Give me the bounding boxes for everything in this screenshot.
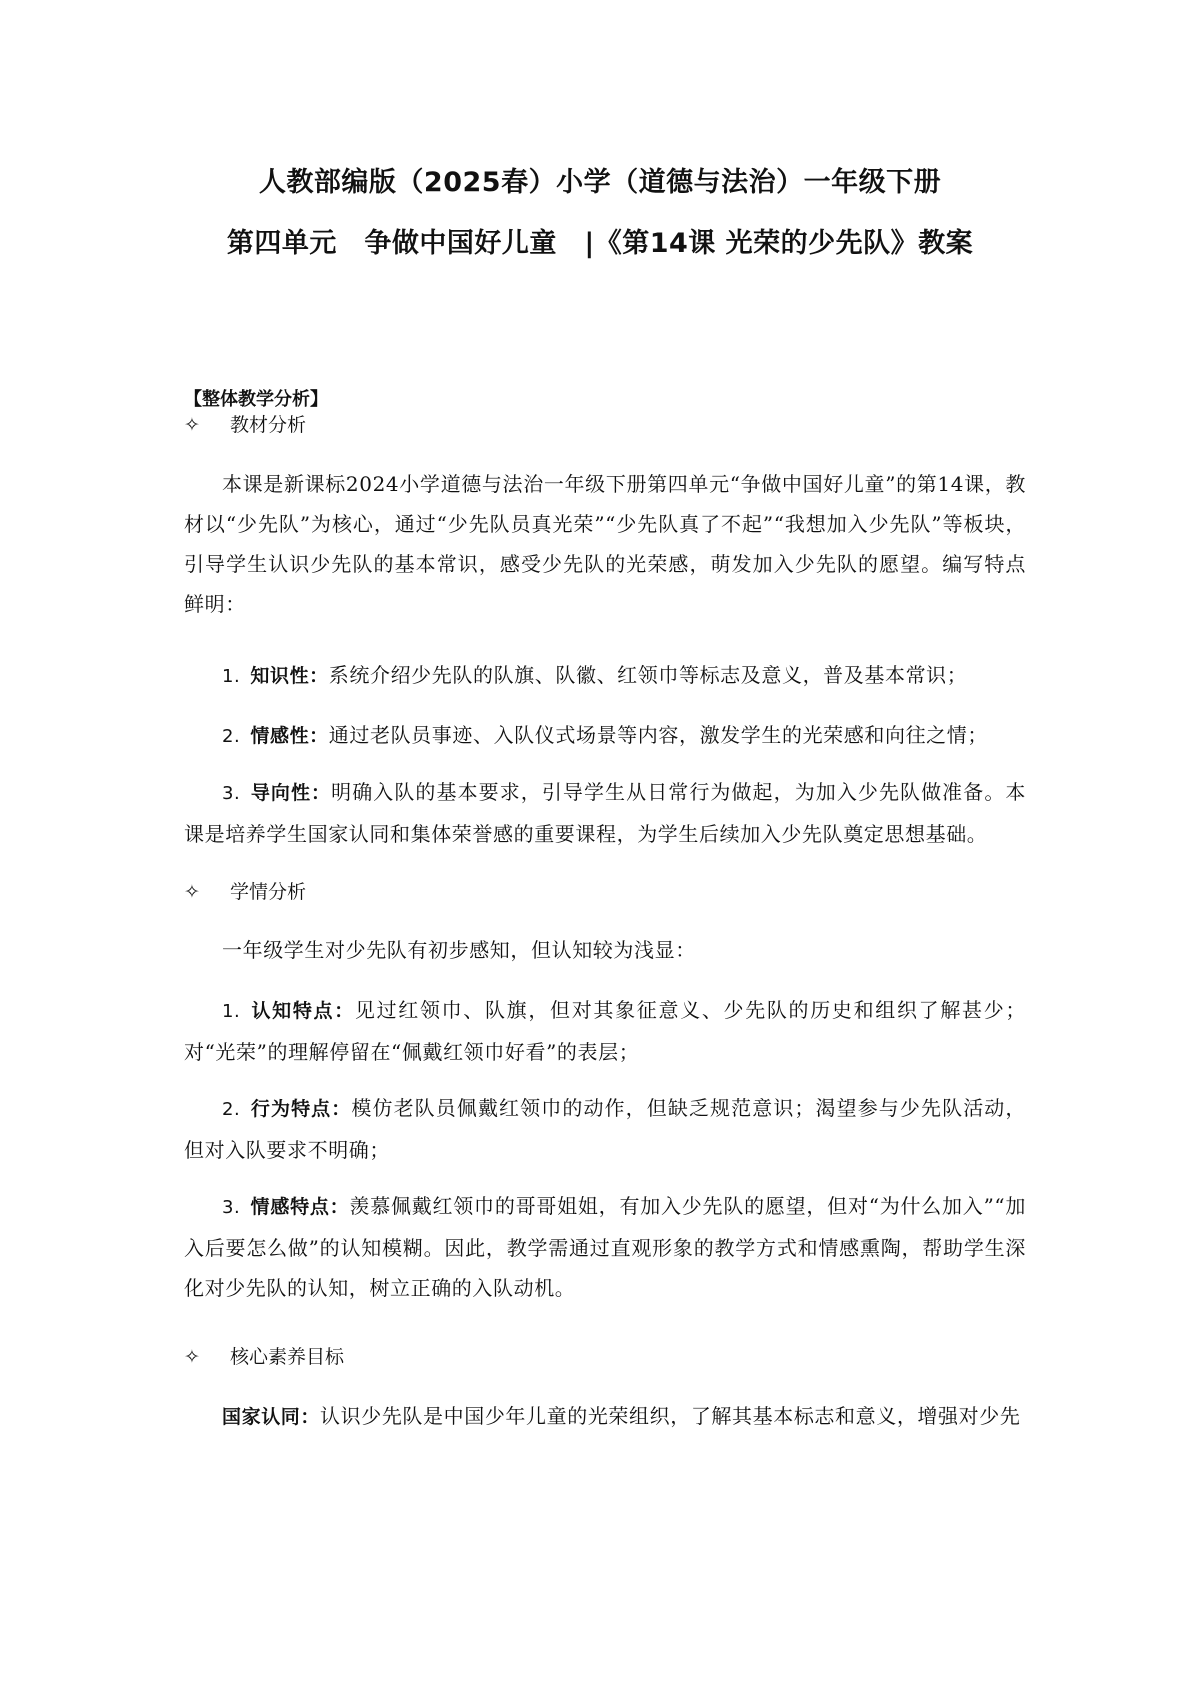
section-heading-textbook	[184, 410, 1026, 440]
textbook-intro-paragraph: 本课是新课标2024小学道德与法治一年级下册第四单元“争做中国好儿童”的第14课，教材以“少先队”为核心，通过“少先队员真光荣”“少先队真了不起”“我想加入少先队”等板块，引导学生认识少先队的基本常识，感受少先队的光荣感，萌发加入少先队的愿望。编写特点鲜明：	[184, 472, 1026, 616]
item-keyword: 行为特点：	[250, 1098, 352, 1120]
item-text: 系统介绍少先队的队旗、队徽、红领巾等标志及意义，普及基本常识；	[328, 663, 968, 687]
diamond-bullet-icon: ✧	[184, 881, 200, 903]
document-subtitle: 第四单元 争做中国好儿童 |《第14课 光荣的少先队》教案	[226, 228, 974, 259]
item-text: 模仿老队员佩戴红领巾的动作，但缺乏规范意识；渴望参与少先队活动，但对入队要求不明确；	[184, 1096, 1026, 1162]
students-item-1	[184, 990, 1026, 1072]
section-heading-students	[184, 877, 1026, 907]
overall-analysis-heading: 【整体教学分析】	[184, 389, 328, 410]
item-number: 3.	[222, 783, 241, 804]
diamond-bullet-icon: ✧	[184, 1346, 200, 1368]
item-number: 3.	[222, 1197, 241, 1218]
textbook-item-1	[184, 655, 1026, 697]
section-label: 核心素养目标	[230, 1346, 345, 1368]
textbook-item-2	[184, 715, 1026, 757]
item-keyword: 导向性：	[250, 782, 332, 804]
item-keyword: 情感性：	[250, 725, 329, 747]
item-number: 1.	[222, 666, 241, 687]
item-text: 见过红领巾、队旗，但对其象征意义、少先队的历史和组织了解甚少；对“光荣”的理解停留在“佩戴红领巾好看”的表层；	[184, 998, 1026, 1064]
item-number: 2.	[222, 1099, 241, 1120]
item-text: 羡慕佩戴红领巾的哥哥姐姐，有加入少先队的愿望，但对“为什么加入”“加入后要怎么做”的认知模糊。因此，教学需通过直观形象的教学方式和情感熏陶，帮助学生深化对少先队的认知，树立正确的入队动机。	[184, 1194, 1026, 1300]
textbook-item-3	[184, 772, 1026, 854]
item-keyword: 知识性：	[250, 665, 329, 687]
item-text: 明确入队的基本要求，引导学生从日常行为做起，为加入少先队做准备。本课是培养学生国家认同和集体荣誉感的重要课程，为学生后续加入少先队奠定思想基础。	[184, 780, 1026, 846]
item-keyword: 情感特点：	[250, 1196, 350, 1218]
item-number: 2.	[222, 726, 241, 747]
goal-keyword: 国家认同：	[222, 1406, 321, 1428]
students-item-3	[184, 1186, 1026, 1308]
section-label: 教材分析	[230, 414, 307, 436]
section-label: 学情分析	[230, 881, 307, 903]
students-intro-paragraph: 一年级学生对少先队有初步感知，但认知较为浅显：	[222, 938, 696, 962]
item-keyword: 认知特点：	[250, 1000, 355, 1022]
goal-text: 认识少先队是中国少年儿童的光荣组织，了解其基本标志和意义，增强对少先	[320, 1404, 1021, 1428]
item-text: 通过老队员事迹、入队仪式场景等内容，激发学生的光荣感和向往之情；	[328, 723, 988, 747]
section-heading-goals	[184, 1342, 1026, 1372]
students-item-2	[184, 1088, 1026, 1170]
item-number: 1.	[222, 1001, 241, 1022]
goals-national-identity	[184, 1396, 1026, 1437]
diamond-bullet-icon: ✧	[184, 414, 200, 436]
document-title: 人教部编版（2025春）小学（道德与法治）一年级下册	[258, 167, 942, 198]
